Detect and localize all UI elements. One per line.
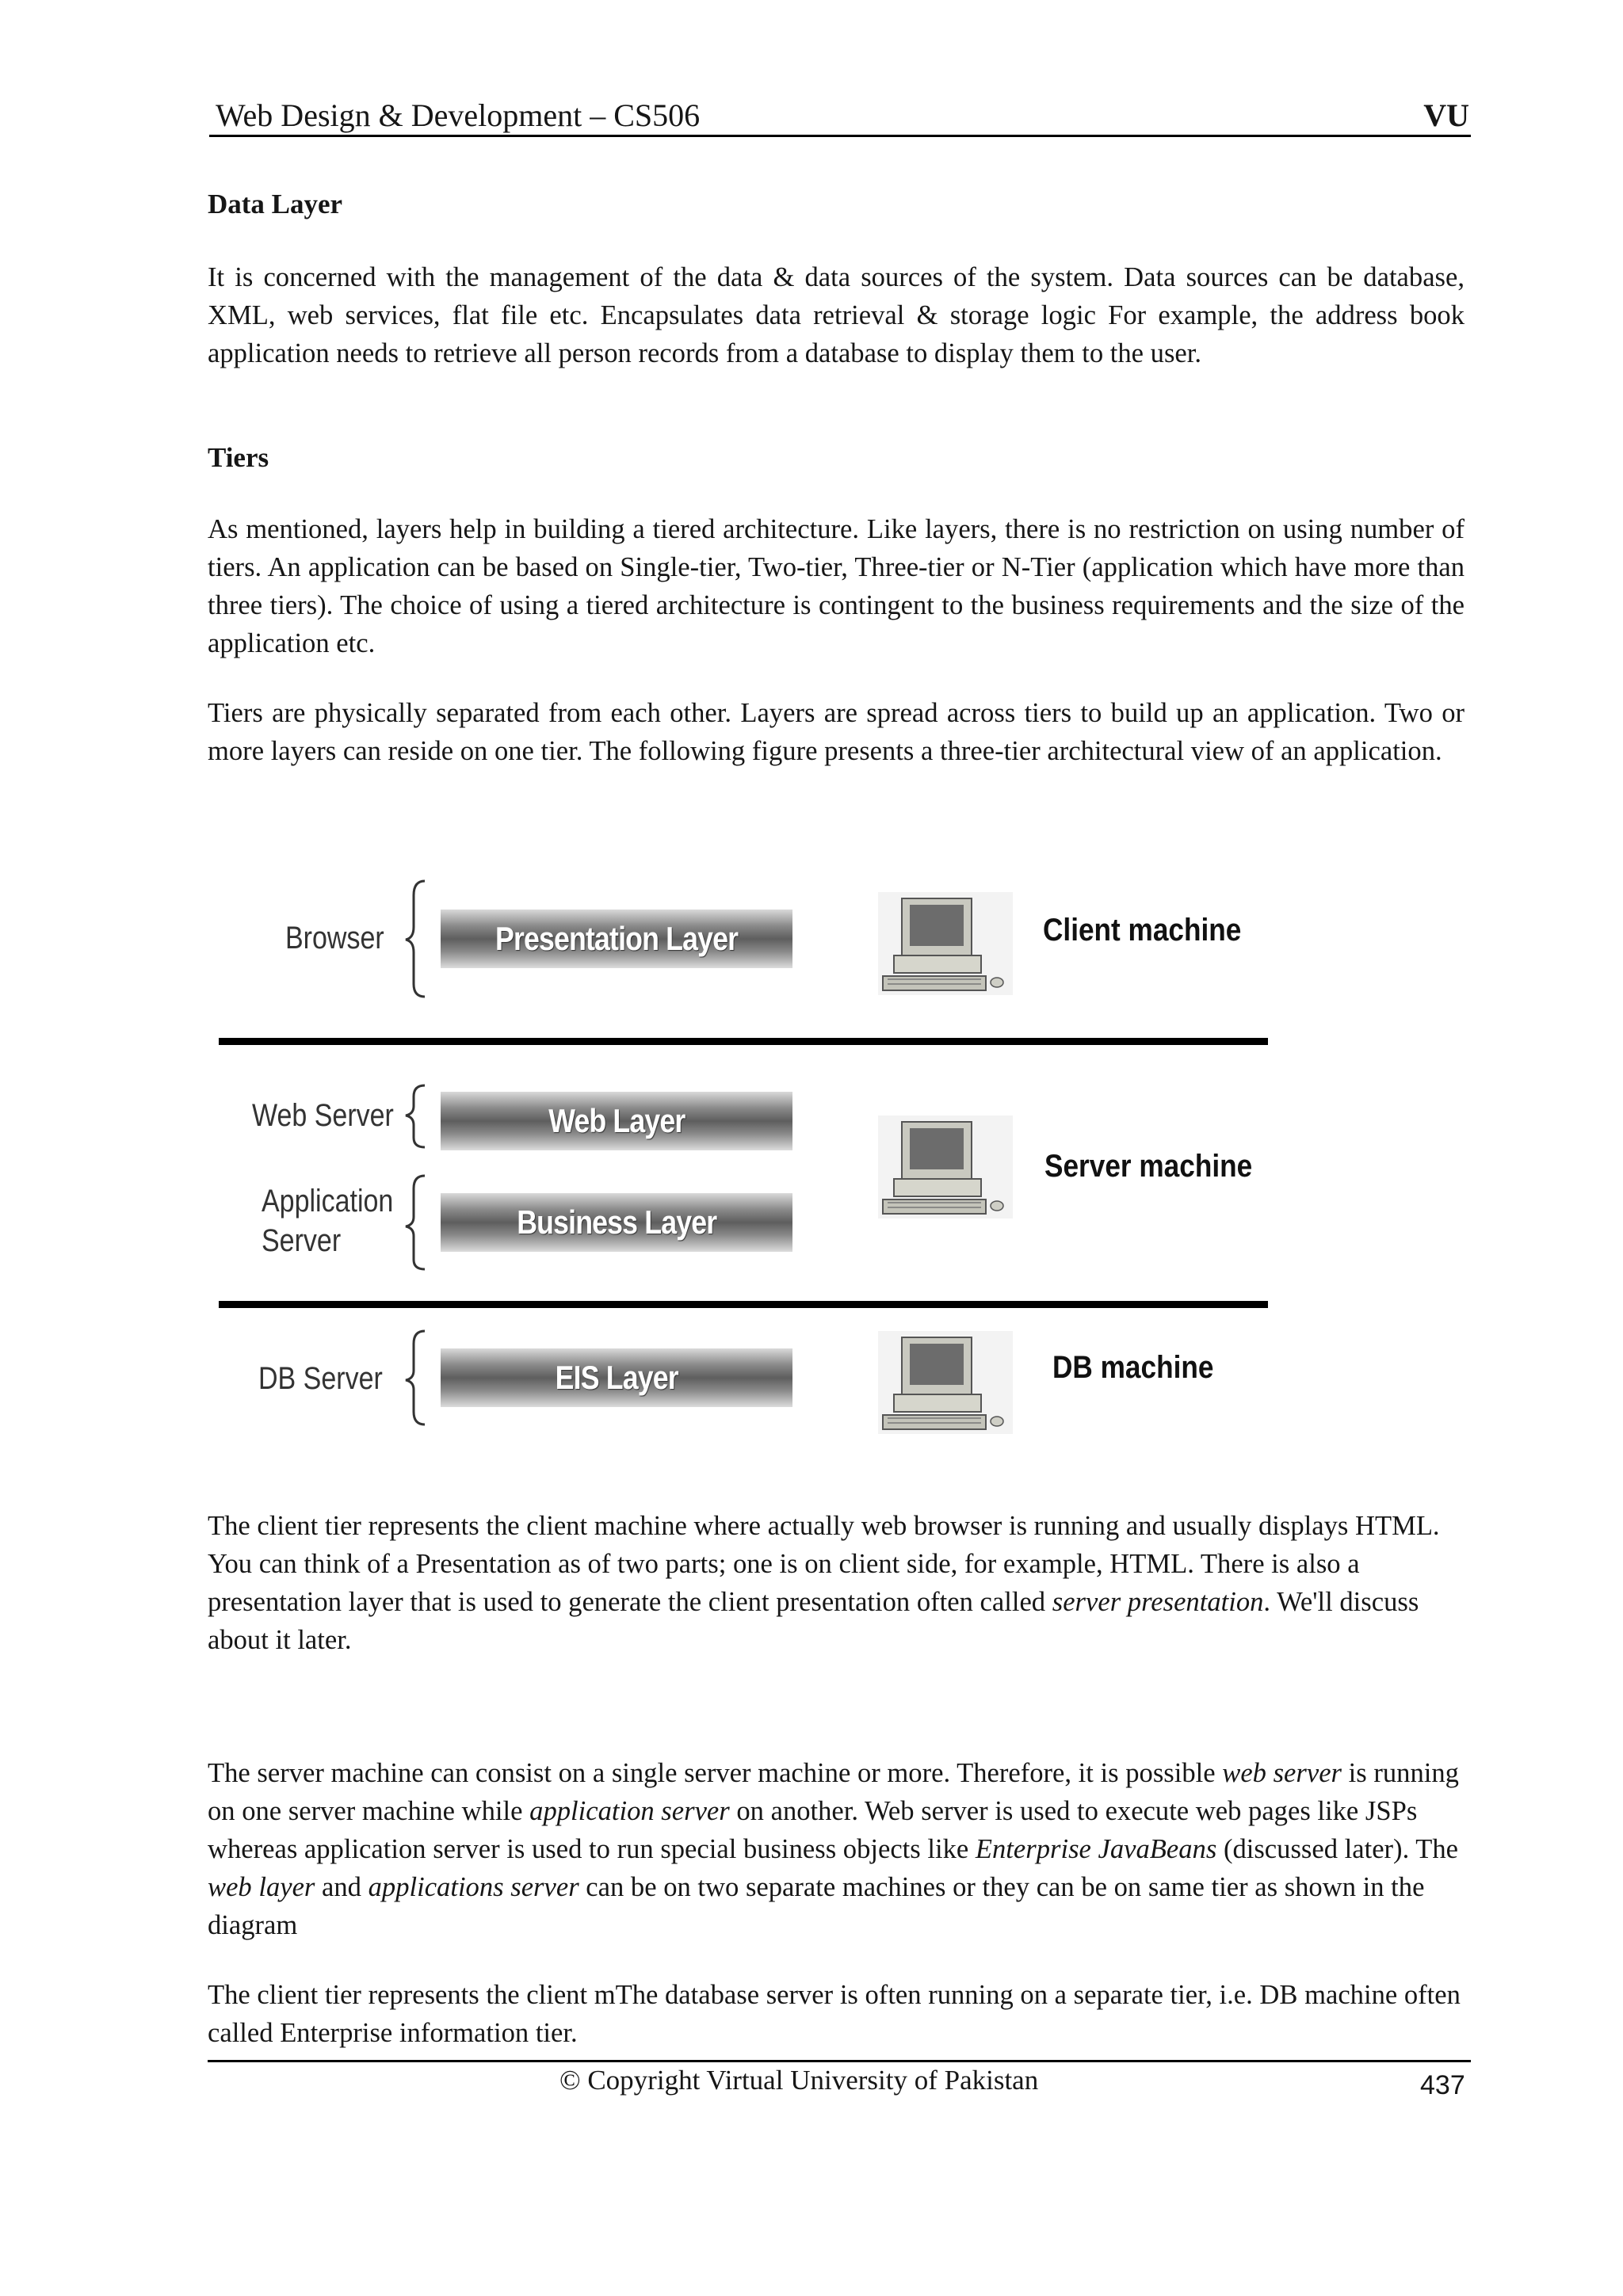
tier-divider-1 xyxy=(219,1038,1268,1045)
label-db-machine: DB machine xyxy=(1052,1350,1214,1385)
paragraph-tiers-1: As mentioned, layers help in building a tiered architecture. Like layers, there is no restriction on using number of tiers. An application can be based on Single-tier, Two-tier, Three-tier or N-Tier (application which have more than three tiers). The choice of using a tiered architecture is contingent to the business requirements and the size of the application etc. xyxy=(208,514,1465,658)
text-run: and xyxy=(315,1872,369,1902)
italic-term: web layer xyxy=(208,1872,315,1902)
text-run: . We'll discuss about it later. xyxy=(208,1587,1419,1655)
label-client-machine: Client machine xyxy=(1043,913,1242,948)
brace-browser xyxy=(406,881,425,997)
heading-data-layer: Data Layer xyxy=(208,189,343,219)
bar-eis-layer-label: EIS Layer xyxy=(555,1359,678,1396)
label-db-server: DB Server xyxy=(258,1361,383,1396)
university-mark: VU xyxy=(1423,97,1469,133)
brace-web-server xyxy=(406,1085,425,1147)
paragraph-server-machine xyxy=(208,1754,1465,1944)
bar-business-layer xyxy=(441,1193,792,1252)
text-run: The server machine can consist on a single server machine or more. Therefore, it is possible xyxy=(208,1758,1223,1788)
server-computer-icon xyxy=(878,1116,1013,1219)
paragraph-db-tier: The client tier represents the client mThe database server is often running on a separate tier, i.e. DB machine often called Enterprise information tier. xyxy=(208,1980,1461,2048)
heading-tiers: Tiers xyxy=(208,442,269,473)
label-server-machine: Server machine xyxy=(1044,1149,1253,1184)
bar-presentation-layer-label: Presentation Layer xyxy=(495,920,739,957)
tier-divider-2 xyxy=(219,1301,1268,1308)
bar-web-layer-label: Web Layer xyxy=(548,1102,685,1139)
italic-term: applications server xyxy=(368,1872,579,1902)
label-browser: Browser xyxy=(285,921,384,955)
db-computer-icon xyxy=(878,1331,1013,1434)
brace-app-server xyxy=(406,1176,425,1269)
text-run: on another. Web server is used to execute web pages like JSPs whereas application server is used to run special business objects like xyxy=(208,1796,1418,1864)
footer-rule xyxy=(208,2060,1471,2062)
label-server: Server xyxy=(262,1223,342,1258)
bar-eis-layer xyxy=(441,1348,792,1407)
page-header xyxy=(209,97,1471,137)
paragraph-client-tier xyxy=(208,1507,1465,1659)
paragraph-tiers-2: Tiers are physically separated from each other. Layers are spread across tiers to build up an application. Two or more layers can reside on one tier. The following figure presents a three-tier architectural view of an application. xyxy=(208,698,1465,766)
brace-db-server xyxy=(406,1331,425,1425)
paragraph-data-layer: It is concerned with the management of the data & data sources of the system. Data sources can be database, XML, web services, flat file etc. Encapsulates data retrieval & storage logic For example, the address book application needs to retrieve all person records from a database to display them to the user. xyxy=(208,262,1465,368)
text-run: The client tier represents the client machine where actually web browser is running and usually displays HTML. You can think of a Presentation as of two parts; one is on client side, for example, HTML. There is also a presentation layer that is used to generate the client presentation often called xyxy=(208,1511,1440,1617)
bar-web-layer xyxy=(441,1092,792,1150)
italic-term: Enterprise JavaBeans xyxy=(975,1834,1217,1864)
footer-copyright: © Copyright Virtual University of Pakistan xyxy=(559,2065,1039,2096)
text-run: (discussed later). The xyxy=(1216,1834,1458,1864)
page-number: 437 xyxy=(1420,2070,1465,2100)
bar-presentation-layer xyxy=(441,910,792,968)
italic-term: server presentation xyxy=(1052,1587,1264,1617)
italic-term: web server xyxy=(1222,1758,1342,1788)
text-run: can be on two separate machines or they can be on same tier as shown in the diagram xyxy=(208,1872,1425,1940)
text-run: is running on one server machine while xyxy=(208,1758,1459,1826)
label-application: Application xyxy=(262,1184,394,1219)
label-web-server: Web Server xyxy=(252,1098,394,1133)
bar-business-layer-label: Business Layer xyxy=(516,1203,717,1241)
client-computer-icon xyxy=(878,892,1013,995)
italic-term: application server xyxy=(529,1796,730,1826)
course-title: Web Design & Development – CS506 xyxy=(216,97,701,133)
